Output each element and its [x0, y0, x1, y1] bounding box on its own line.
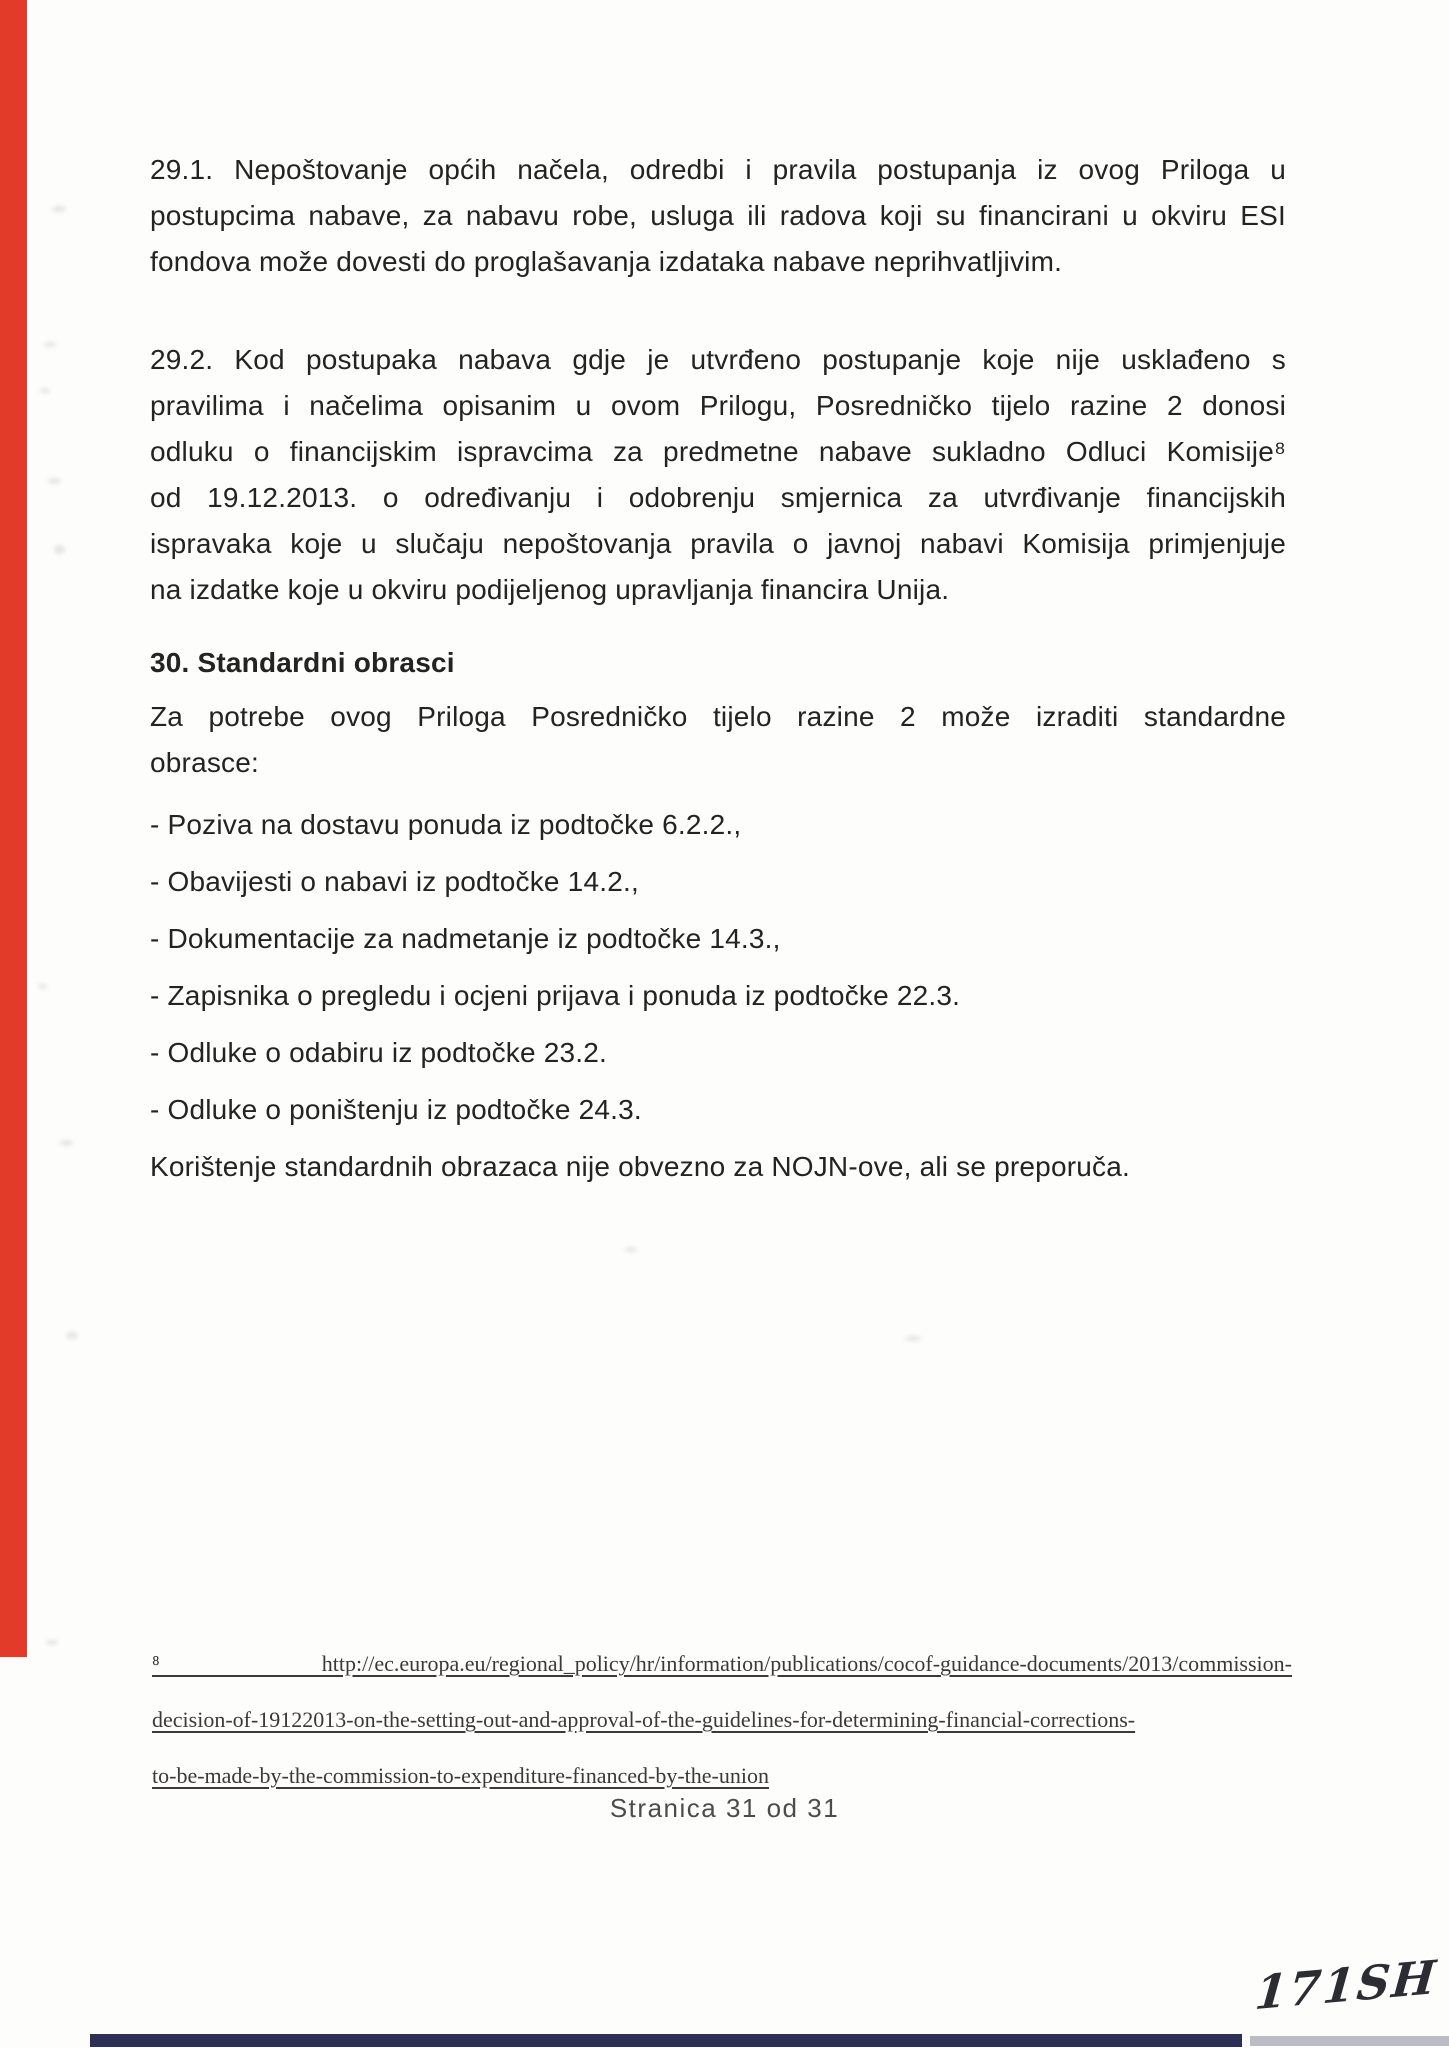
text-line: - Odluke o odabiru iz podtočke 23.2.	[150, 1037, 608, 1068]
scan-artifact	[905, 1336, 921, 1341]
text-line: ispravaka koje u slučaju nepoštovanja pravila o javnoj nabavi Komisija primjenjuje	[150, 528, 1286, 559]
text-line: na izdatke koje u okviru podijeljenog upravljanja financira Unija.	[150, 574, 950, 605]
scanner-edge-bar	[90, 2034, 1242, 2047]
text-line: Za potrebe ovog Priloga Posredničko tijelo razine 2 može izraditi standardne	[150, 701, 1286, 732]
handwritten-mark: 171SH	[1252, 1949, 1440, 2021]
document-body	[150, 147, 1286, 1190]
text-line: pravilima i načelima opisanim u ovom Prilogu, Posredničko tijelo razine 2 donosi	[150, 390, 1286, 421]
scan-artifact	[66, 1332, 78, 1339]
standard-forms-list	[150, 802, 1286, 1133]
text-line: - Obavijesti o nabavi iz podtočke 14.2.,	[150, 866, 639, 897]
scan-artifact	[48, 478, 61, 484]
text-line: postupcima nabave, za nabavu robe, usluga ili radova koji su financirani u okviru ESI	[150, 200, 1286, 231]
page-number-footer: Stranica 31 od 31	[609, 1793, 840, 1823]
text-line: - Dokumentacije za nadmetanje iz podtočke 14.3.,	[150, 923, 781, 954]
text-line: fondova može dovesti do proglašavanja izdataka nabave neprihvatljivim.	[150, 246, 1063, 277]
section-30-intro	[150, 694, 1286, 786]
closing-note: Korištenje standardnih obrazaca nije obvezno za NOJN-ove, ali se preporuča.	[150, 1151, 1130, 1182]
text-line: obrasce:	[150, 747, 259, 778]
scan-artifact	[38, 984, 47, 989]
paragraph-29-1	[150, 147, 1286, 285]
text-line: - Zapisnika o pregledu i ocjeni prijava i ponuda iz podtočke 22.3.	[150, 980, 961, 1011]
scan-artifact	[54, 545, 65, 554]
scan-artifact	[40, 388, 50, 393]
text-line: decision-of-19122013-on-the-setting-out-and-approval-of-the-guidelines-for-determining-financial-corrections-	[152, 1707, 1136, 1732]
red-margin-stripe	[0, 0, 27, 1657]
scan-artifact	[52, 206, 66, 212]
text-line: od 19.12.2013. o određivanju i odobrenju smjernica za utvrđivanje financijskih	[150, 482, 1286, 513]
paragraph-29-2	[150, 337, 1286, 613]
text-line: - Odluke o poništenju iz podtočke 24.3.	[150, 1094, 642, 1125]
text-line: to-be-made-by-the-commission-to-expenditure-financed-by-the-union	[152, 1763, 769, 1788]
text-line: odluku o financijskim ispravcima za predmetne nabave sukladno Odluci Komisije⁸	[150, 436, 1286, 467]
scan-artifact	[46, 1640, 58, 1645]
footnote-link[interactable]	[152, 1636, 1292, 1804]
section-30-heading: 30. Standardni obrasci	[150, 647, 455, 678]
text-line: ⁸ http://ec.europa.eu/regional_policy/hr/information/publications/cocof-guidance-documents/2013/commission-	[152, 1651, 1292, 1676]
scanner-edge-bar-light	[1250, 2036, 1449, 2046]
text-line: 29.1. Nepoštovanje općih načela, odredbi i pravila postupanja iz ovog Priloga u	[150, 154, 1286, 185]
text-line: 29.2. Kod postupaka nabava gdje je utvrđeno postupanje koje nije usklađeno s	[150, 344, 1286, 375]
text-line: - Poziva na dostavu ponuda iz podtočke 6.2.2.,	[150, 809, 742, 840]
scan-artifact	[44, 342, 56, 347]
scan-artifact	[60, 1140, 73, 1146]
scan-artifact	[625, 1247, 637, 1252]
